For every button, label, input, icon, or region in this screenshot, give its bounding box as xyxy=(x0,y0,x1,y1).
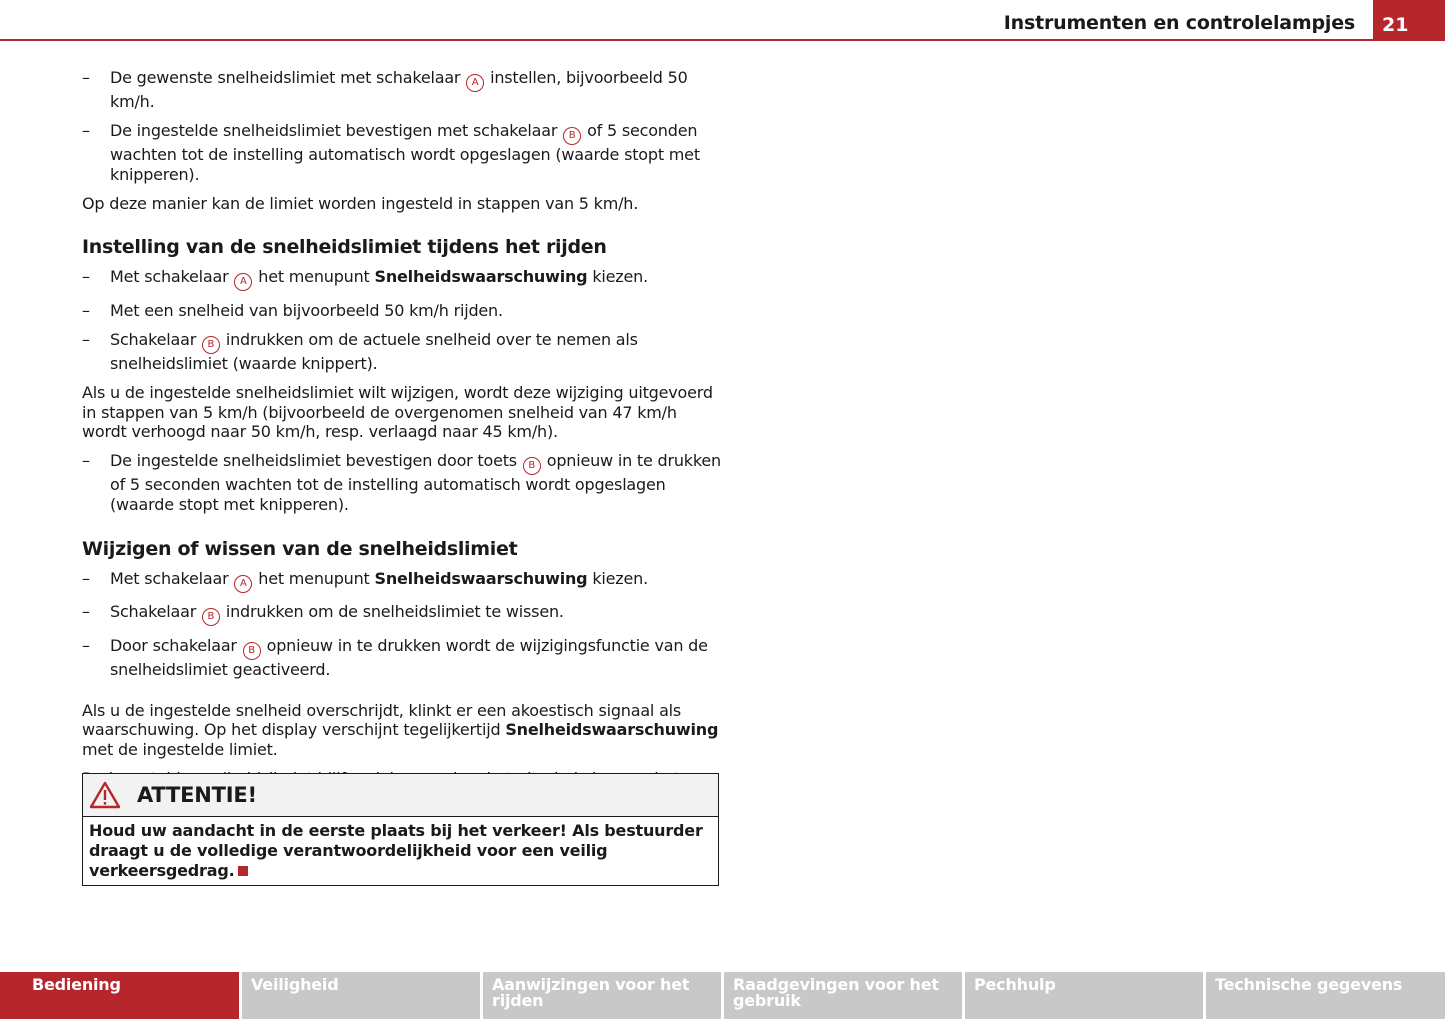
list-dash: – xyxy=(82,635,90,655)
list-item: – Door schakelaar B opnieuw in te drukken wordt de wijzigingsfunctie van de snelheidslimiet geactiveerd. xyxy=(82,635,708,679)
paragraph: Als u de ingestelde snelheid overschrijdt, klinkt er een akoestisch signaal als waarschuwing. Op het display verschijnt tegelijkertijd Snelheidswaarschuwing met de ingestelde limiet. xyxy=(82,700,719,759)
nav-tab-technische-gegevens[interactable]: Technische gegevens xyxy=(1206,972,1445,1019)
switch-b-marker: B xyxy=(523,457,541,475)
warning-triangle-icon xyxy=(89,781,121,809)
bottom-nav xyxy=(0,972,1445,1019)
nav-tab-pechhulp[interactable]: Pechhulp xyxy=(965,972,1206,1019)
paragraph: Op deze manier kan de limiet worden ingesteld in stappen van 5 km/h. xyxy=(82,193,639,213)
list-item: – De ingestelde snelheidslimiet bevestigen met schakelaar B of 5 seconden wachten tot de instelling automatisch wordt opgeslagen (waarde stopt met knipperen). xyxy=(82,121,700,184)
nav-tab-veiligheid[interactable]: Veiligheid xyxy=(242,972,483,1019)
switch-b-marker: B xyxy=(202,608,220,626)
header-rule xyxy=(0,39,1445,41)
nav-tab-bediening[interactable]: Bediening xyxy=(0,972,242,1019)
list-dash: – xyxy=(82,568,90,588)
list-item: – Met een snelheid van bijvoorbeeld 50 km/h rijden. xyxy=(82,300,503,320)
spacer xyxy=(82,689,722,701)
list-dash: – xyxy=(82,300,90,320)
warning-title: ATTENTIE! xyxy=(137,783,257,807)
warning-header xyxy=(83,774,718,817)
menu-item-name: Snelheidswaarschuwing xyxy=(374,568,588,588)
list-dash: – xyxy=(82,68,90,87)
switch-b-marker: B xyxy=(202,336,220,354)
switch-a-marker: A xyxy=(234,273,252,291)
main-content xyxy=(82,68,722,818)
switch-a-marker: A xyxy=(466,74,484,92)
list-dash: – xyxy=(82,267,90,287)
nav-tab-raadgevingen[interactable]: Raadgevingen voor het gebruik xyxy=(724,972,965,1019)
paragraph: Als u de ingestelde snelheidslimiet wilt wijzigen, wordt deze wijziging uitgevoerd in stappen van 5 km/h (bijvoorbeeld de overgenomen snelheid van 47 km/h wordt verhoogd naar 50 km/h, resp. verlaagd naar 45 km/h). xyxy=(82,383,713,442)
list-dash: – xyxy=(82,329,90,349)
list-item: – Met schakelaar A het menupunt Snelheidswaarschuwing kiezen. xyxy=(82,267,722,291)
page-number: 21 xyxy=(1373,0,1445,41)
list-item: – Met schakelaar A het menupunt Snelheidswaarschuwing kiezen. xyxy=(82,569,722,593)
display-message: Snelheidswaarschuwing xyxy=(505,720,719,740)
end-marker-icon xyxy=(238,866,248,876)
list-item: – De gewenste snelheidslimiet met schakelaar A instellen, bijvoorbeeld 50 km/h. xyxy=(82,68,688,111)
list-dash: – xyxy=(82,602,90,622)
switch-b-marker: B xyxy=(243,642,261,660)
page-header xyxy=(0,0,1445,42)
warning-box xyxy=(82,773,719,886)
section-heading: Wijzigen of wissen van de snelheidslimiet xyxy=(82,537,518,560)
warning-body: Houd uw aandacht in de eerste plaats bij het verkeer! Als bestuurder draagt u de volledige verantwoordelijkheid voor een veilig verkeersgedrag. xyxy=(89,821,703,880)
switch-a-marker: A xyxy=(234,575,252,593)
section-heading: Instelling van de snelheidslimiet tijdens het rijden xyxy=(82,236,607,259)
nav-tab-aanwijzingen[interactable]: Aanwijzingen voor het rijden xyxy=(483,972,724,1019)
chapter-title: Instrumenten en controlelampjes xyxy=(1003,12,1355,34)
list-dash: – xyxy=(82,121,90,141)
list-item: – Schakelaar B indrukken om de snelheidslimiet te wissen. xyxy=(82,602,722,626)
switch-b-marker: B xyxy=(563,127,581,145)
menu-item-name: Snelheidswaarschuwing xyxy=(374,267,588,287)
list-dash: – xyxy=(82,451,90,471)
list-item: – De ingestelde snelheidslimiet bevestigen door toets B opnieuw in te drukken of 5 seconden wachten tot de instelling automatisch wordt opgeslagen (waarde stopt met knipperen). xyxy=(82,451,721,514)
list-item: – Schakelaar B indrukken om de actuele snelheid over te nemen als snelheidslimiet (waarde knippert). xyxy=(82,329,638,373)
